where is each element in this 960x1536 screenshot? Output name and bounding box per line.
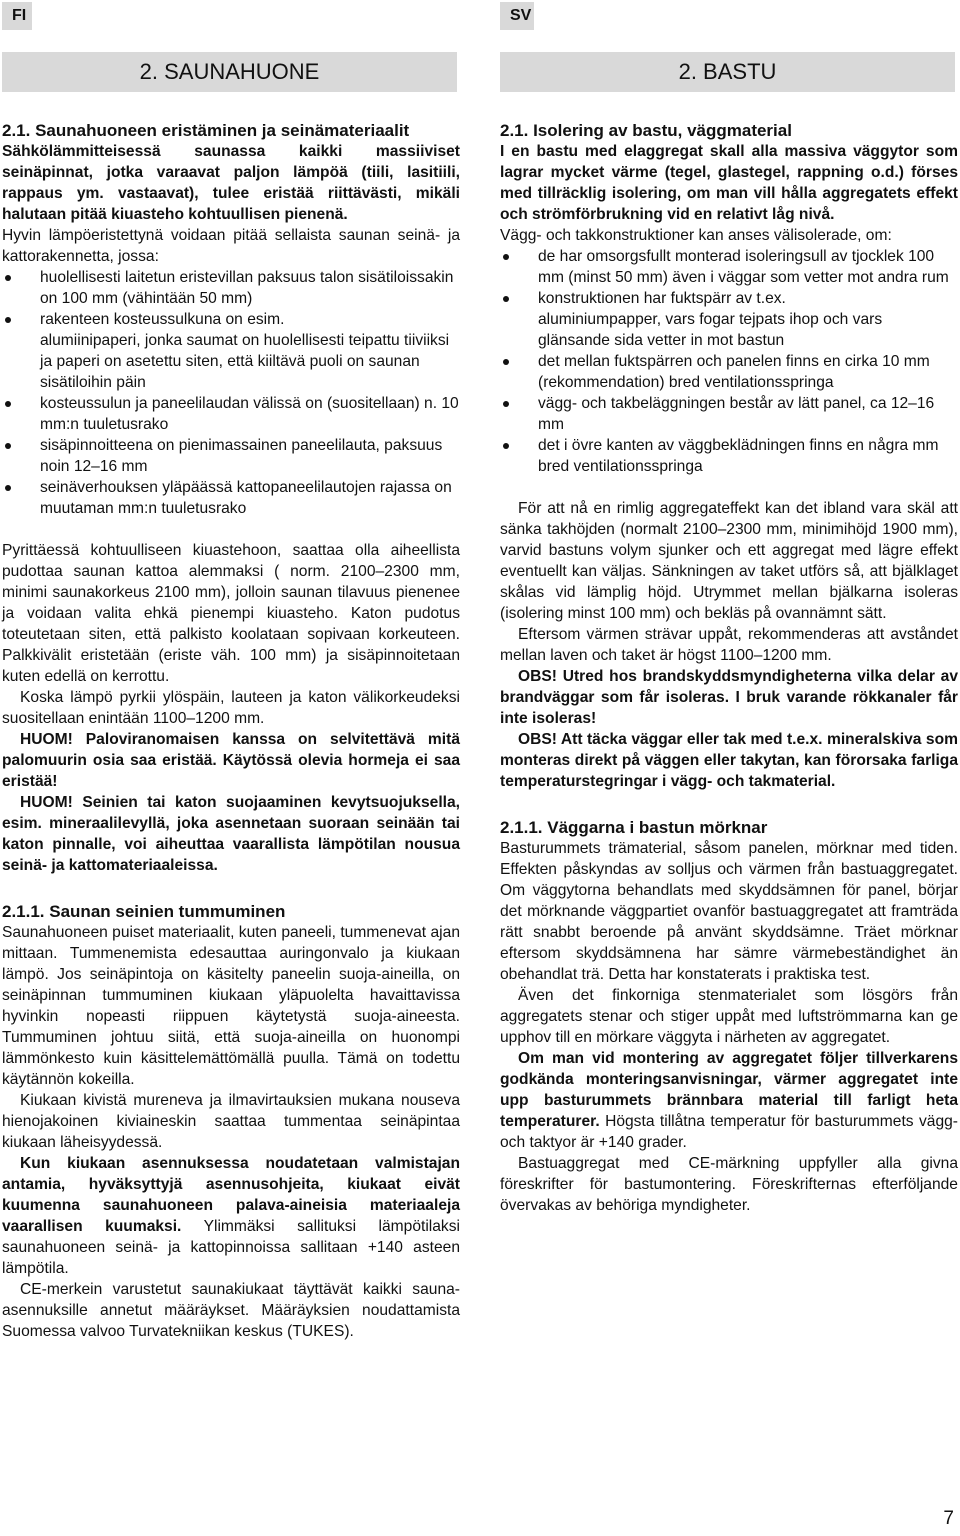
paragraph: För att nå en rimlig aggregateffekt kan det ibland vara skäl att sänka takhöjden (normalt 2100–2300 mm, minimihöjd 1900 mm), varvid bastuns volym sjunker och ett aggregat med lägre effekt eventuellt kan väljas. Sänkningen av taket utförs så, att bjälklaget skålas vid lämplig höjd. Utrymmet mellan bjälkarna isoleras (isolering minst 100 mm) och bekläs på ovannämnt sätt. — [500, 500, 958, 622]
warning-text: Seinien tai katon suojaaminen kevytsuojuksella, esim. mineraalilevyllä, joka asennetaan suoraan seinään tai katon pinnalle, voi aiheuttaa vaarallista lämpötilan nousua seinä- ja kattomateriaaleissa. — [2, 794, 460, 874]
warning-paragraph: OBS! Utred hos brandskyddsmyndigheterna vilka delar av brandväggar som får isoleras. I bruk varande rökkanaler får inte isoleras! — [500, 668, 958, 727]
list-item: kosteussulun ja paneelilaudan välissä on (suositellaan) n. 10 mm:n tuuletusrako — [2, 393, 460, 435]
paragraph: Pyrittäessä kohtuulliseen kiuastehoon, saattaa olla aiheellista pudottaa saunan kattoa alemmaksi ( norm. 2100–2300 mm, minimi saunakorkeus 2100 mm), jolloin saunan tilavuus pienenee ja voidaan valita ehkä pienempi kiuasteho. Katon pudotus toteutetaan siten, että palkisto koolataan sopivaan korkeuteen. Palkkivälit eristetään (eriste väh. 100 mm) ja sisäpinnoitetaan kuten edellä on kerrottu. — [2, 542, 460, 685]
paragraph: Koska lämpö pyrkii ylöspäin, lauteen ja katon välikorkeudeksi suositellaan enintään 1100–1200 mm. — [2, 689, 460, 727]
warning-paragraph — [500, 729, 958, 792]
column-sv — [500, 120, 958, 1216]
section-heading: 2.1. Isolering av bastu, väggmaterial — [500, 121, 792, 140]
paragraph — [500, 1048, 958, 1153]
list-item: det i övre kanten av väggbeklädningen finns en några mm bred ventilationsspringa — [500, 435, 958, 477]
list-item: aluminiumpapper, vars fogar tejpats ihop och vars glänsande sida vetter in mot bastun — [538, 311, 883, 349]
paragraph: Bastuaggregat med CE-märkning uppfyller alla givna föreskrifter för bastumontering. Föreskrifternas efterföljande övervakas av behöriga myndigheter. — [500, 1155, 958, 1214]
paragraph: Hyvin lämpöeristettynä voidaan pitää sellaista saunan seinä- ja kattorakennetta, jossa: — [2, 227, 460, 265]
section-heading: 2.1.1. Saunan seinien tummuminen — [2, 902, 286, 921]
list-item: alumiinipaperi, jonka saumat on huolellisesti teipattu tiiviiksi ja paperi on asetettu siten, että kiiltävä puoli on saunan sisätiloihin päin — [40, 332, 450, 391]
paragraph — [2, 1153, 460, 1279]
list-item: rakenteen kosteussulkuna on esim. — [2, 309, 460, 330]
warning-text: Att täcka väggar eller tak med t.e.x. mineralskiva som monteras direkt på väggen eller takytan, kan förorsaka farliga temperaturstegringar i vägg- och takmaterial. — [500, 731, 958, 790]
list-item: seinäverhouksen yläpäässä kattopaneelilautojen rajassa on muutaman mm:n tuuletusrako — [2, 477, 460, 519]
intro-paragraph: I en bastu med elaggregat skall alla massiva väggytor som lagrar mycket värme (tegel, glastegel, rappning o.d.) förses med tillräcklig isolering, om man vill hålla aggregatets effekt och strömförbrukning vid en relativt låg nivå. — [500, 143, 958, 223]
paragraph: Basturummets trämaterial, såsom panelen, mörknar med tiden. Effekten påskyndas av solljus och värmen från bastuaggregatet. Om väggytorna behandlats med skyddsämnen för panel, börjar det mörknande väggpartiet ovanför bastuaggregatet att framträda rätt snabbt beroende på använt skyddsämne. Träet mörknar eftersom skyddsämnena har sämre värmebeständighet än obehandlat trä. Detta har konstaterats i praktiska test. — [500, 840, 958, 983]
list-item: vägg- och takbeläggningen består av lätt panel, ca 12–16 mm — [500, 393, 958, 435]
list-item: konstruktionen har fuktspärr av t.ex. — [500, 288, 958, 309]
paragraph-text: Högsta tillåtna temperatur för basturummets vägg- och taktyor är +140 grader. — [500, 1113, 958, 1151]
list-item: huolellisesti laitetun eristevillan paksuus talon sisätiloissakin on 100 mm (vähintään 50 mm) — [2, 267, 460, 309]
requirements-list — [500, 246, 958, 477]
warning-paragraph — [2, 792, 460, 876]
section-heading: 2.1.1. Väggarna i bastun mörknar — [500, 818, 768, 837]
requirements-list — [2, 267, 460, 519]
paragraph: Saunahuoneen puiset materiaalit, kuten paneeli, tummenevat ajan mittaan. Tummenemista edesauttaa auringonvalo ja kiukaan lämpö. Jos seinäpintoja on käsitelty paneelin suoja-aineilla, on seinäpinnan tummuminen kiukaan yläpuolelta havaittavissa hyvinkin nopeasti riippuen käytetystä suoja-aineesta. Tummuminen johtuu siitä, että suoja-aineilla on huonompi lämmönkesto kuin käsittelemättömällä puulla. Tämä on todettu käytännön kokeilla. — [2, 924, 460, 1088]
page-number: 7 — [943, 1508, 954, 1529]
column-fi — [2, 120, 460, 1342]
paragraph-text: Ylimmäksi sallituksi lämpötilaksi saunahuoneen seinä- ja kattopinnoissa sallitaan +140 asteen lämpötila. — [2, 1218, 460, 1277]
warning-paragraph: HUOM! Paloviranomaisen kanssa on selvitettävä mitä palomuurin osia saa eristää. Käytössä olevia hormeja ei saa eristää! — [2, 731, 460, 790]
paragraph: Kiukaan kivistä mureneva ja ilmavirtauksien mukana nouseva hienojakoinen kiviaineskin saattaa tummentaa seinäpintaa kiukaan läheisyydessä. — [2, 1092, 460, 1151]
language-tab-fi: FI — [2, 2, 32, 30]
paragraph: Eftersom värmen strävar uppåt, rekommenderas att avståndet mellan laven och taket är högst 1100–1200 mm. — [500, 626, 958, 664]
warning-label: OBS! — [518, 731, 557, 748]
paragraph: CE-merkein varustetut saunakiukaat täyttävät kaikki sauna-asennuksille annetut määräykset. Määräyksien noudattamista Suomessa valvoo Turvatekniikan keskus (TUKES). — [2, 1281, 460, 1340]
list-item: det mellan fuktspärren och panelen finns en cirka 10 mm (rekommendation) bred ventilationsspringa — [500, 351, 958, 393]
section-heading: 2.1. Saunahuoneen eristäminen ja seinämateriaalit — [2, 121, 410, 140]
emphasis-text: Kun kiukaan asennuksessa noudatetaan valmistajan antamia, hyväksyttyjä asennusohjeita, kiukaat eivät kuumenna saunahuoneen palava-aineisia materiaaleja vaarallisen kuumaksi. — [2, 1155, 460, 1235]
paragraph: Vägg- och takkonstruktioner kan anses välisolerade, om: — [500, 227, 892, 244]
intro-paragraph: Sähkölämmitteisessä saunassa kaikki massiiviset seinäpinnat, jotka varaavat paljon lämpöä (tiili, lasitiili, rappaus ym. vastaavat), tulee eristää riittävästi, mikäli halutaan pitää kiuasteho kohtuullisen pienenä. — [2, 143, 460, 223]
list-item: sisäpinnoitteena on pienimassainen paneelilauta, paksuus noin 12–16 mm — [2, 435, 460, 477]
chapter-title-fi: 2. SAUNAHUONE — [2, 52, 457, 92]
emphasis-text: Om man vid montering av aggregatet följer tillverkarens godkända monteringsanvisningar, värmer aggregatet inte upp basturummets brännbara material till farligt heta temperaturer. — [500, 1050, 958, 1130]
chapter-title-sv: 2. BASTU — [500, 52, 955, 92]
language-tab-sv: SV — [500, 2, 534, 30]
list-item: de har omsorgsfullt monterad isoleringsull av tjocklek 100 mm (minst 50 mm) även i väggar som vetter mot andra rum — [500, 246, 958, 288]
warning-label: HUOM! — [20, 794, 73, 811]
paragraph: Även det finkorniga stenmaterialet som lösgörs från aggregatets stenar och stiger uppåt med luftströmmarna kan ge upphov till en mörkare väggyta i närheten av aggregatet. — [500, 987, 958, 1046]
